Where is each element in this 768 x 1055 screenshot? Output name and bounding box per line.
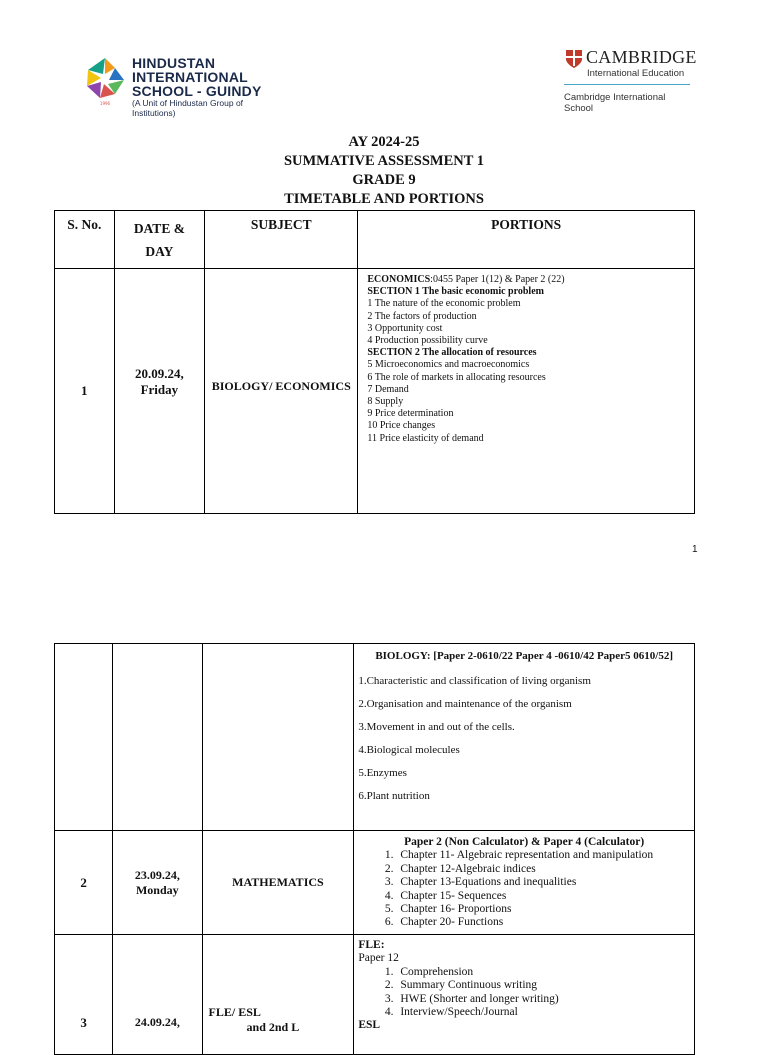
row2-portions [354, 831, 695, 935]
row2-date: 23.09.24, [134, 867, 180, 882]
econ-papers: :0455 Paper 1(12) & Paper 2 (22) [430, 274, 565, 285]
list-item: 5.Enzymes [358, 767, 407, 779]
table-header-row [55, 211, 695, 269]
list-item: 3.Movement in and out of the cells. [358, 721, 515, 733]
school-emblem-icon [82, 54, 128, 106]
header-portions: PORTIONS [358, 211, 695, 269]
table-row [55, 935, 695, 1055]
header-date-a: DATE & [133, 221, 185, 236]
header-date-b: DAY [145, 244, 174, 259]
list-item: 1. Comprehension [396, 966, 690, 979]
list-item: 4. Interview/Speech/Journal [396, 1006, 690, 1019]
heading-grade: GRADE 9 [352, 172, 416, 188]
row1-sno: 1 [55, 269, 115, 514]
list-item: 3. HWE (Shorter and longer writing) [396, 993, 690, 1006]
bio-portions [354, 644, 695, 831]
header-sno: S. No. [55, 211, 115, 269]
heading-timetable: TIMETABLE AND PORTIONS [284, 191, 484, 207]
row3-subject: FLE/ ESL [208, 1005, 261, 1019]
fle-title: FLE: [358, 939, 385, 951]
list-item: 7 Demand [367, 383, 409, 395]
row3-portions [354, 935, 695, 1055]
list-item: 1. Chapter 11- Algebraic representation and manipulation [396, 849, 690, 862]
math-list [358, 849, 690, 929]
math-title: Paper 2 (Non Calculator) & Paper 4 (Calculator) [404, 836, 645, 848]
school-tagline: (A Unit of Hindustan Group of Institutions) [132, 98, 244, 118]
timetable-table-page1 [54, 210, 695, 514]
econ-section2: SECTION 2 The allocation of resources [367, 347, 537, 359]
svg-text:1996: 1996 [99, 101, 111, 106]
row2-sno: 2 [55, 831, 113, 935]
list-item: 4. Chapter 15- Sequences [396, 890, 690, 903]
list-item: 1.Characteristic and classification of living organism [358, 675, 591, 687]
school-name-line3: SCHOOL - GUINDY [132, 83, 262, 99]
list-item: 6. Chapter 20- Functions [396, 916, 690, 929]
list-item: 11 Price elasticity of demand [367, 432, 484, 444]
list-item: 2 The factors of production [367, 310, 477, 322]
bio-date-empty [113, 644, 202, 831]
cambridge-sub: International Education [587, 68, 685, 79]
bio-title: BIOLOGY: [Paper 2-0610/22 Paper 4 -0610/42 Paper5 0610/52] [375, 650, 674, 662]
row3-subject-cell [202, 935, 354, 1055]
cambridge-shield-icon [565, 49, 583, 69]
cambridge-wordmark: CAMBRIDGE [586, 47, 697, 67]
list-item: 3. Chapter 13-Equations and inequalities [396, 876, 690, 889]
heading-assessment: SUMMATIVE ASSESSMENT 1 [283, 153, 485, 169]
list-item: 10 Price changes [367, 420, 436, 432]
table-row [55, 269, 695, 514]
fle-list [358, 966, 690, 1020]
list-item: 6.Plant nutrition [358, 790, 430, 802]
row2-subject: MATHEMATICS [202, 831, 354, 935]
heading-year: AY 2024-25 [348, 134, 420, 150]
row1-date: 20.09.24, [135, 366, 184, 381]
list-item: 3 Opportunity cost [367, 322, 443, 334]
school-logo [80, 52, 265, 118]
list-item: 2.Organisation and maintenance of the organism [358, 698, 572, 710]
row1-day: Friday [140, 382, 179, 397]
bio-sno-empty [55, 644, 113, 831]
school-name-line2: INTERNATIONAL [132, 69, 248, 85]
fle-paper: Paper 12 [358, 952, 399, 965]
bio-subject-empty [202, 644, 354, 831]
row2-day: Monday [135, 882, 179, 897]
table-row [55, 831, 695, 935]
esl-title: ESL [358, 1019, 381, 1032]
cambridge-divider [564, 84, 690, 85]
econ-title: ECONOMICS [367, 274, 431, 285]
table-row [55, 644, 695, 831]
header-date [114, 211, 205, 269]
row2-date-cell [113, 831, 202, 935]
list-item: 8 Supply [367, 396, 404, 408]
list-item: 2. Summary Continuous writing [396, 979, 690, 992]
timetable-table-page2 [54, 643, 695, 1055]
list-item: 5. Chapter 16- Proportions [396, 903, 690, 916]
list-item: 1 The nature of the economic problem [367, 298, 521, 310]
row3-sno: 3 [55, 935, 113, 1055]
cambridge-logo [562, 46, 697, 114]
row1-subject: BIOLOGY/ ECONOMICS [205, 269, 358, 514]
row1-date-cell [114, 269, 205, 514]
cambridge-school-label: Cambridge International School [564, 92, 666, 114]
row3-subject-cut: and 2nd L [246, 1020, 300, 1034]
header-subject: SUBJECT [205, 211, 358, 269]
econ-section1: SECTION 1 The basic economic problem [367, 286, 544, 298]
school-name-line1: HINDUSTAN [132, 55, 216, 71]
row1-portions [358, 269, 695, 514]
row3-date: 24.09.24, [113, 935, 202, 1055]
list-item: 2. Chapter 12-Algebraic indices [396, 863, 690, 876]
list-item: 4.Biological molecules [358, 744, 460, 756]
page-number: 1 [692, 544, 698, 555]
list-item: 6 The role of markets in allocating resources [367, 371, 546, 383]
list-item: 4 Production possibility curve [367, 335, 488, 347]
list-item: 9 Price determination [367, 408, 454, 420]
list-item: 5 Microeconomics and macroeconomics [367, 359, 530, 371]
